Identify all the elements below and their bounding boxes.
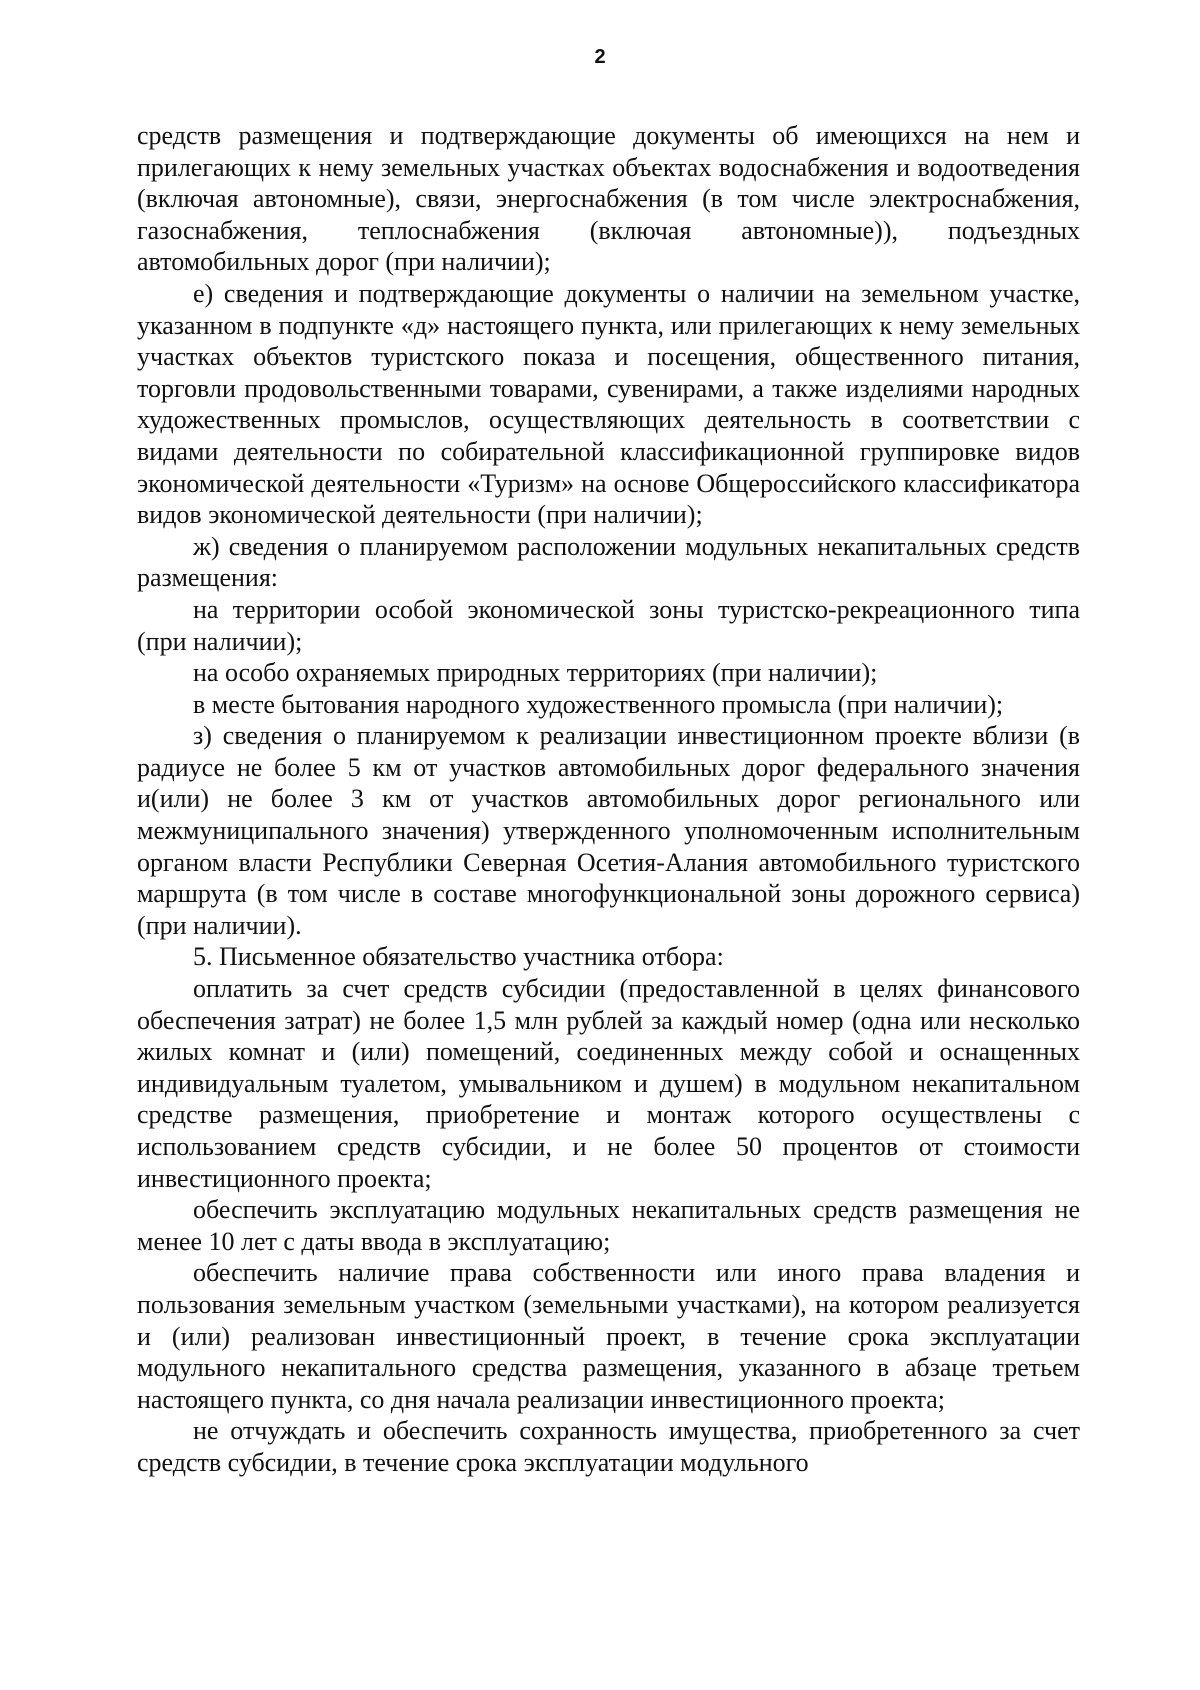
- paragraph-5: 5. Письменное обязательство участника отбора:: [193, 942, 724, 972]
- paragraph-5-item-3: обеспечить наличие права собственности или иного права владения и пользования земельным участком (земельными участками), на котором реализуется и (или) реализован инвестиционный проект, в течение срока эксплуатации модульного некапитального средства размещения, указанного в абзаце третьем настоящего пункта, со дня начала реализации инвестиционного проекта;: [137, 1258, 1080, 1414]
- paragraph-5-item-1: оплатить за счет средств субсидии (предоставленной в целях финансового обеспечения затрат) не более 1,5 млн рублей за каждый номер (одна или несколько жилых комнат и (или) помещений, соединенных между собой и оснащенных индивидуальным туалетом, умывальником и душем) в модульном некапитальном средстве размещения, приобретение и монтаж которого осуществлены с использованием средств субсидии, и не более 50 процентов от стоимости инвестиционного проекта;: [137, 974, 1080, 1193]
- paragraph-5-item-2: обеспечить эксплуатацию модульных некапитальных средств размещения не менее 10 лет с даты ввода в эксплуатацию;: [137, 1195, 1080, 1256]
- paragraph-zh-item-1: на территории особой экономической зоны туристско-рекреационного типа (при наличии);: [137, 594, 1080, 656]
- paragraph-zh: ж) сведения о планируемом расположении модульных некапитальных средств размещения:: [137, 531, 1080, 593]
- paragraph-z: з) сведения о планируемом к реализации инвестиционном проекте вблизи (в радиусе не более 5 км от участков автомобильных дорог федерального значения и(или) не более 3 км от участков автомобильных дорог регионального или межмуниципального значения) утвержденного уполномоченным исполнительным органом власти Республики Северная Осетия-Алания автомобильного туристского маршрута (в том числе в составе многофункциональной зоны дорожного сервиса) (при наличии).: [137, 721, 1080, 940]
- paragraph-5-item-4: не отчуждать и обеспечить сохранность имущества, приобретенного за счет средств субсидии, в течение срока эксплуатации модульного: [137, 1416, 1080, 1477]
- page-number: 2: [594, 46, 606, 68]
- paragraph-e: е) сведения и подтверждающие документы о наличии на земельном участке, указанном в подпункте «д» настоящего пункта, или прилегающих к нему земельных участках объектов туристского показа и посещения, общественного питания, торговли продовольственными товарами, сувенирами, а также изделиями народных художественных промыслов, осуществляющих деятельность в соответствии с видами деятельности по собирательной классификационной группировке видов экономической деятельности «Туризм» на основе Общероссийского классификатора видов экономической деятельности (при наличии);: [137, 278, 1080, 530]
- paragraph-1: средств размещения и подтверждающие документы об имеющихся на нем и прилегающих к нему земельных участках объектах водоснабжения и водоотведения (включая автономные), связи, энергоснабжения (в том числе электроснабжения, газоснабжения, теплоснабжения (включая автономные)), подъездных автомобильных дорог (при наличии);: [137, 121, 1080, 277]
- paragraph-zh-item-2: на особо охраняемых природных территориях (при наличии);: [193, 658, 878, 688]
- paragraph-zh-item-3: в месте бытования народного художественного промысла (при наличии);: [193, 689, 1004, 719]
- document-body: [137, 120, 1080, 1479]
